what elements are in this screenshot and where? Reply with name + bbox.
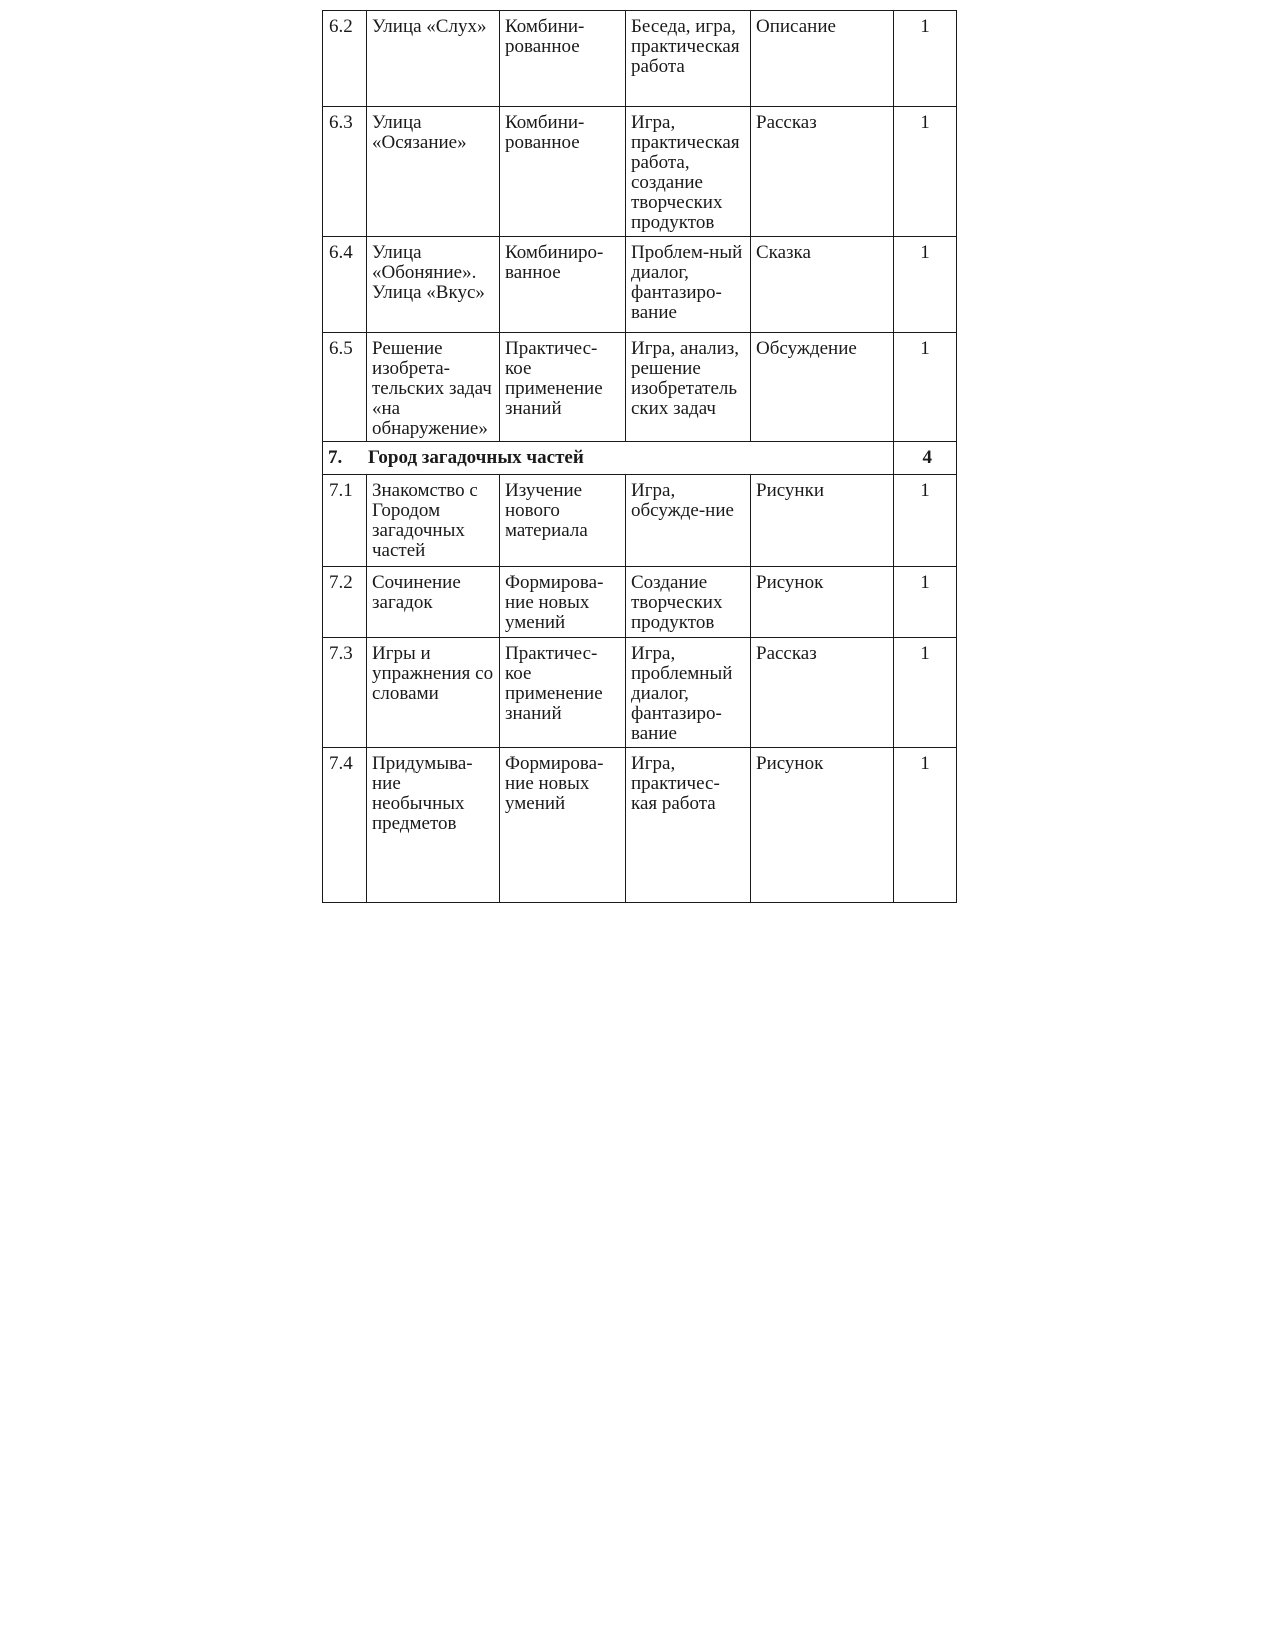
lesson-type-cell: Практичес-кое применение знаний — [500, 638, 626, 748]
section-hours: 4 — [894, 442, 957, 475]
table-row — [323, 11, 957, 107]
forms-cell: Игра, практичес-кая работа — [626, 748, 751, 903]
lesson-type-cell: Практичес-кое применение знаний — [500, 333, 626, 442]
lesson-type-cell: Формирова-ние новых умений — [500, 748, 626, 903]
hours-cell: 1 — [894, 237, 957, 333]
control-cell: Сказка — [751, 237, 894, 333]
row-number: 6.3 — [323, 107, 367, 237]
topic-cell: Игры и упражнения со словами — [367, 638, 500, 748]
section-header-row — [323, 442, 957, 475]
topic-cell: Улица «Обоняние». Улица «Вкус» — [367, 237, 500, 333]
control-cell: Описание — [751, 11, 894, 107]
row-number: 6.4 — [323, 237, 367, 333]
topic-cell: Улица «Осязание» — [367, 107, 500, 237]
forms-cell: Игра, проблемный диалог, фантазиро-вание — [626, 638, 751, 748]
table-row — [323, 475, 957, 567]
forms-cell: Игра, обсужде-ние — [626, 475, 751, 567]
control-cell: Обсуждение — [751, 333, 894, 442]
hours-cell: 1 — [894, 475, 957, 567]
lesson-type-cell: Комбини-рованное — [500, 11, 626, 107]
table-row — [323, 748, 957, 903]
topic-cell: Знакомство с Городом загадочных частей — [367, 475, 500, 567]
section-title-cell — [323, 442, 894, 475]
control-cell: Рисунок — [751, 748, 894, 903]
forms-cell: Игра, анализ, решение изобретательских задач — [626, 333, 751, 442]
row-number: 6.5 — [323, 333, 367, 442]
hours-cell: 1 — [894, 567, 957, 638]
table-row — [323, 638, 957, 748]
topic-cell: Сочинение загадок — [367, 567, 500, 638]
lesson-type-cell: Комбини-рованное — [500, 107, 626, 237]
row-number: 7.1 — [323, 475, 367, 567]
table-row — [323, 333, 957, 442]
control-cell: Рисунок — [751, 567, 894, 638]
hours-cell: 1 — [894, 638, 957, 748]
table-row — [323, 567, 957, 638]
control-cell: Рассказ — [751, 107, 894, 237]
control-cell: Рисунки — [751, 475, 894, 567]
table-row — [323, 107, 957, 237]
forms-cell: Проблем-ный диалог, фантазиро-вание — [626, 237, 751, 333]
hours-cell: 1 — [894, 333, 957, 442]
row-number: 7.3 — [323, 638, 367, 748]
curriculum-table — [322, 10, 957, 903]
row-number: 7.4 — [323, 748, 367, 903]
forms-cell: Игра, практическая работа, создание творческих продуктов — [626, 107, 751, 237]
forms-cell: Беседа, игра, практическая работа — [626, 11, 751, 107]
control-cell: Рассказ — [751, 638, 894, 748]
row-number: 6.2 — [323, 11, 367, 107]
hours-cell: 1 — [894, 748, 957, 903]
table-row — [323, 237, 957, 333]
topic-cell: Улица «Слух» — [367, 11, 500, 107]
hours-cell: 1 — [894, 11, 957, 107]
section-title: Город загадочных частей — [368, 447, 584, 468]
hours-cell: 1 — [894, 107, 957, 237]
forms-cell: Создание творческих продуктов — [626, 567, 751, 638]
topic-cell: Решение изобрета-тельских задач «на обнаружение» — [367, 333, 500, 442]
row-number: 7.2 — [323, 567, 367, 638]
lesson-type-cell: Формирова-ние новых умений — [500, 567, 626, 638]
lesson-type-cell: Комбиниро-ванное — [500, 237, 626, 333]
lesson-type-cell: Изучение нового материала — [500, 475, 626, 567]
topic-cell: Придумыва-ние необычных предметов — [367, 748, 500, 903]
section-number: 7. — [328, 447, 343, 468]
